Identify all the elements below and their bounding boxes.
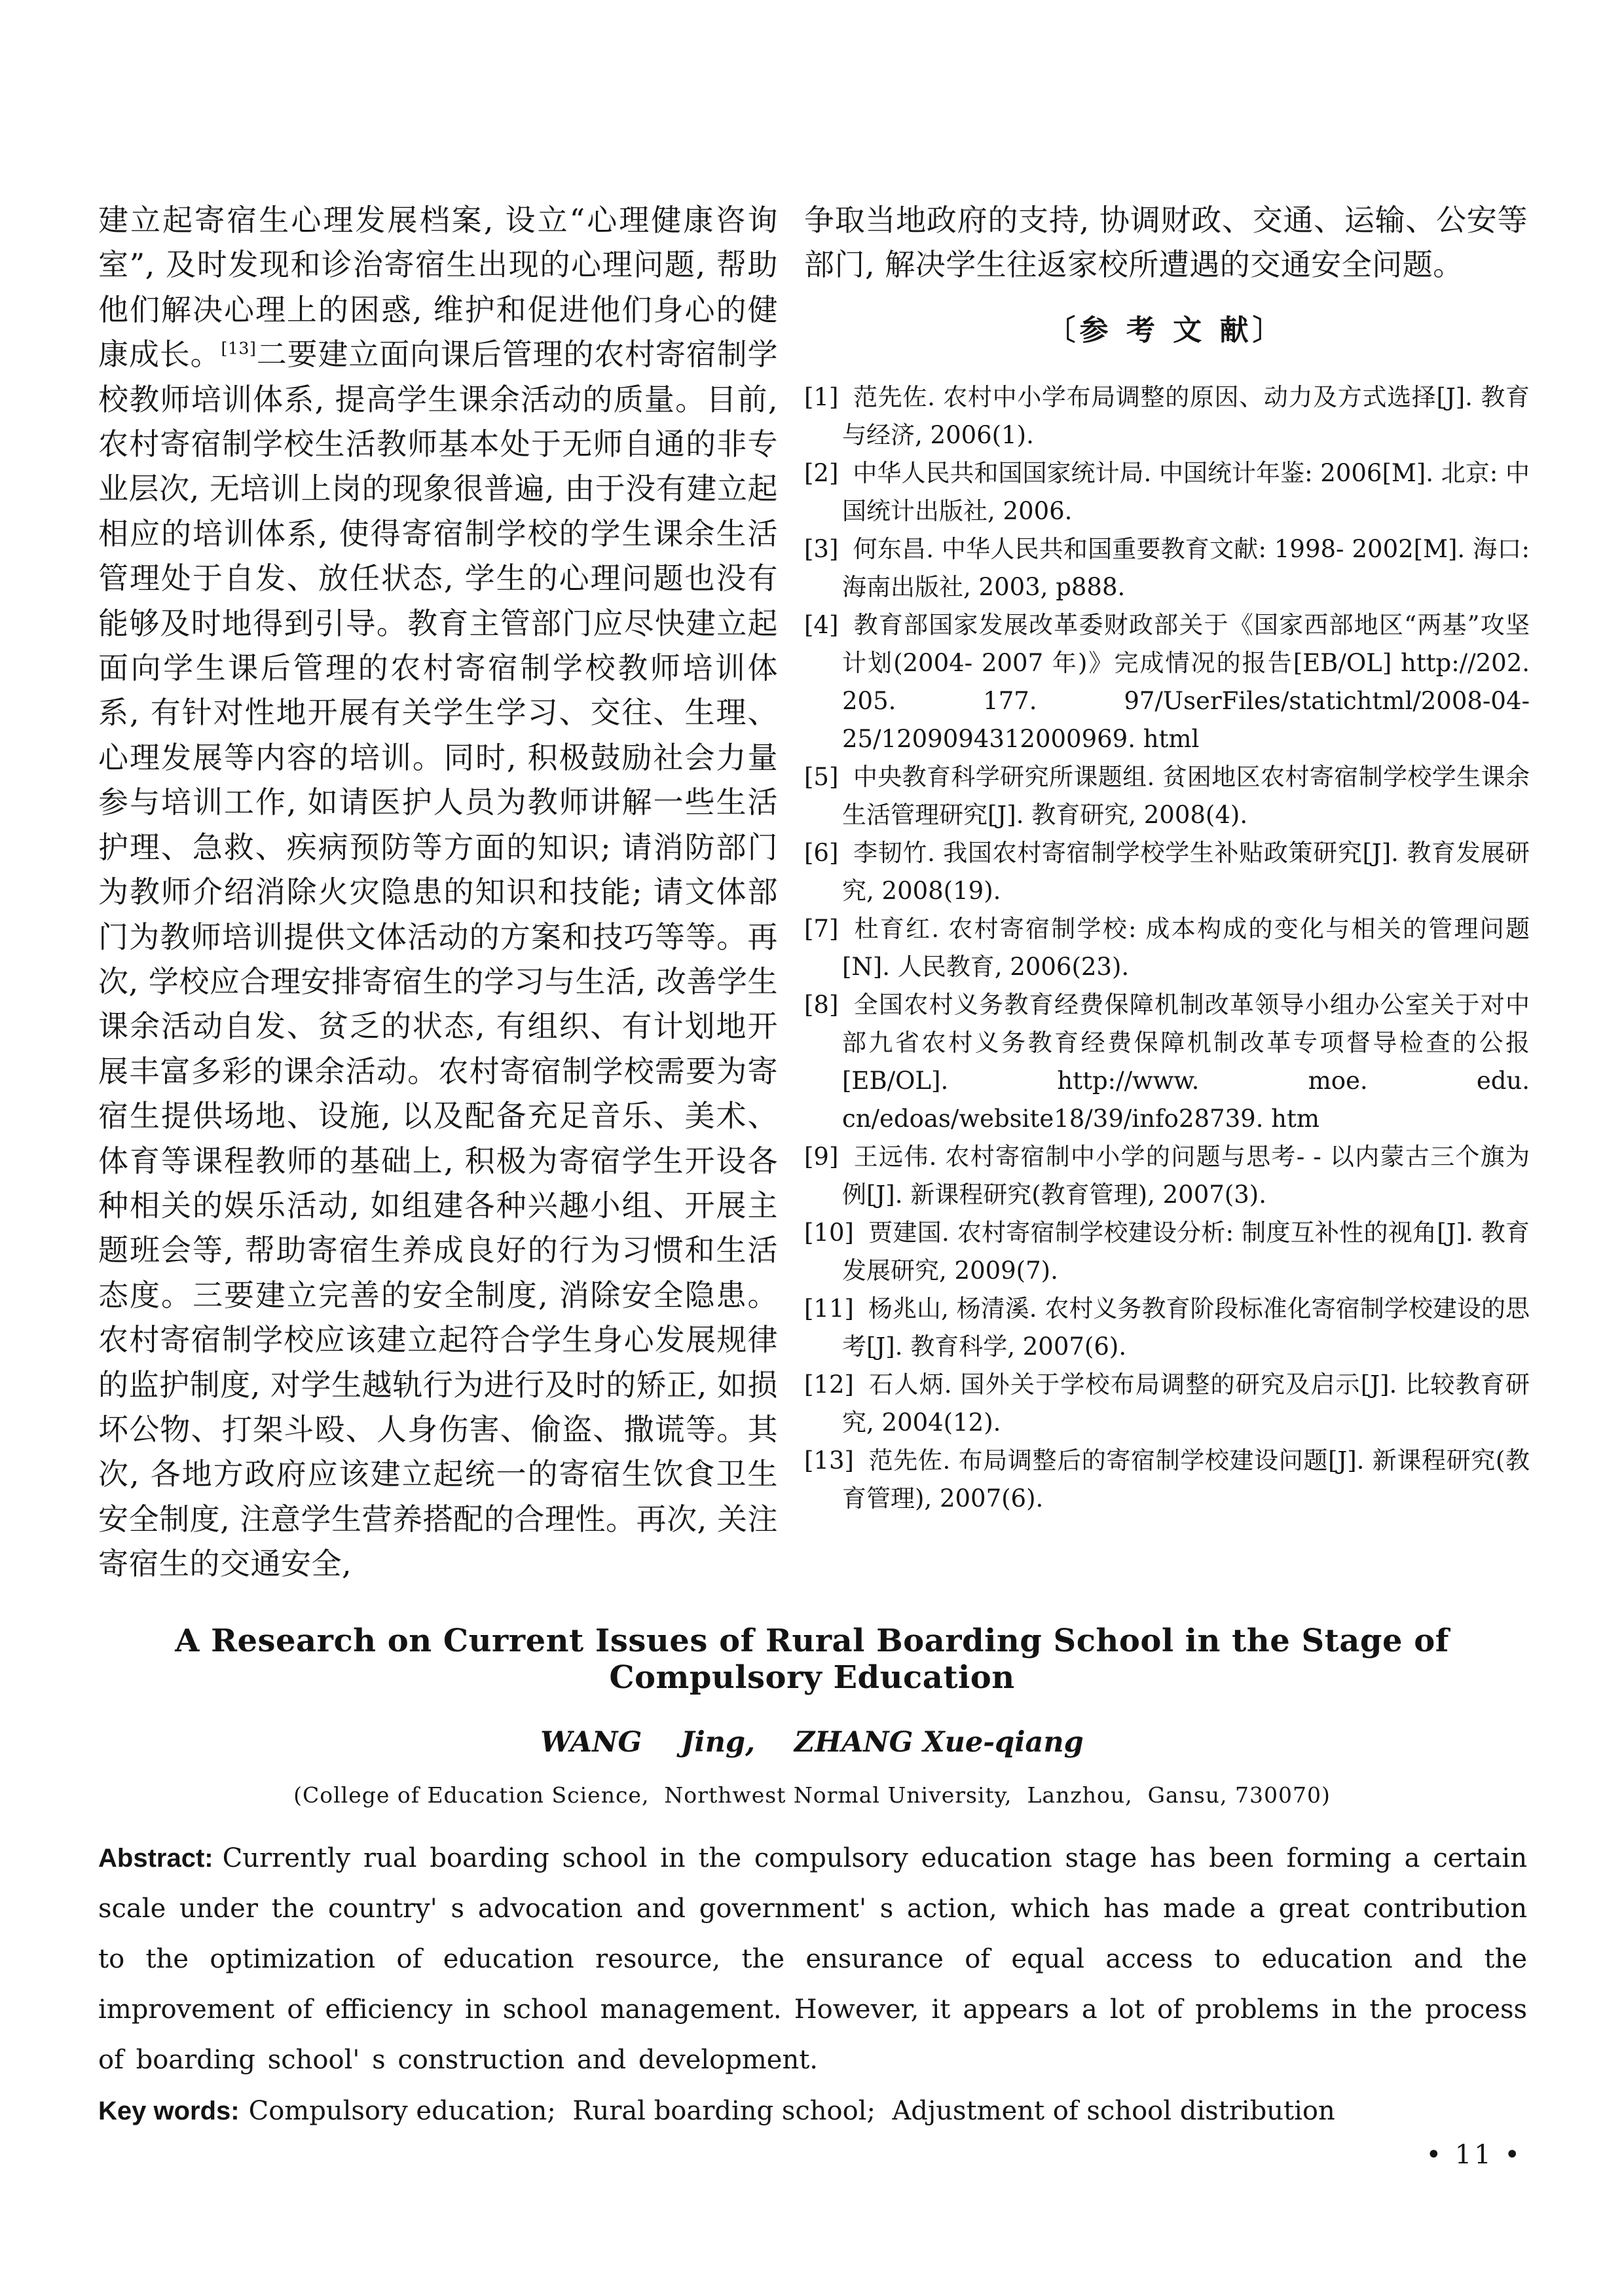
body-text-before-citation: 建立起寄宿生心理发展档案, 设立“心理健康咨询室”, 及时发现和诊治寄宿生出现的心理问题, 帮助他们解决心理上的困惑, 维护和促进他们身心的健康成长。	[98, 202, 778, 373]
reference-item	[804, 530, 1530, 606]
reference-number: [7]	[804, 915, 839, 943]
reference-number: [4]	[804, 611, 839, 639]
page-number: • 11 •	[1426, 2140, 1522, 2170]
english-title: A Research on Current Issues of Rural Boarding School in the Stage of Compulsory Education	[175, 1623, 1449, 1696]
body-closing-text: 争取当地政府的支持, 协调财政、交通、运输、公安等部门, 解决学生往返家校所遭遇的交通安全问题。	[804, 202, 1528, 283]
reference-number: [13]	[804, 1446, 854, 1475]
reference-item	[804, 758, 1530, 834]
reference-number: [8]	[804, 991, 839, 1019]
abstract-label: Abstract:	[98, 1844, 213, 1873]
reference-item	[804, 910, 1530, 986]
reference-text: 范先佐. 布局调整后的寄宿制学校建设问题[J]. 新课程研究(教育管理), 2007(6).	[842, 1446, 1530, 1513]
reference-text: 全国农村义务教育经费保障机制改革领导小组办公室关于对中部九省农村义务教育经费保障机制改革专项督导检查的公报[EB/OL]. http://www. moe. edu. cn/edoas/website18/39/info28739. htm	[842, 991, 1530, 1133]
reference-text: 中央教育科学研究所课题组. 贫困地区农村寄宿制学校学生课余生活管理研究[J]. 教育研究, 2008(4).	[842, 763, 1530, 829]
chinese-body-right-column	[804, 198, 1528, 287]
reference-text: 贾建国. 农村寄宿制学校建设分析: 制度互补性的视角[J]. 教育发展研究, 2009(7).	[842, 1219, 1530, 1285]
reference-item	[804, 1366, 1530, 1442]
reference-text: 杨兆山, 杨清溪. 农村义务教育阶段标准化寄宿制学校建设的思考[J]. 教育科学, 2007(6).	[842, 1294, 1530, 1361]
reference-item	[804, 834, 1530, 910]
body-text-after-citation: 二要建立面向课后管理的农村寄宿制学校教师培训体系, 提高学生课余活动的质量。目前, 农村寄宿制学校生活教师基本处于无师自通的非专业层次, 无培训上岗的现象很普遍, 由于没有建立起相应的培训体系, 使得寄宿制学校的学生课余生活管理处于自发、放任状态, 学生的心理问题也没有能够及时地得到引导。教育主管部门应尽快建立起面向学生课后管理的农村寄宿制学校教师培训体系, 有针对性地开展有关学生学习、交往、生理、心理发展等内容的培训。同时, 积极鼓励社会力量参与培训工作, 如请医护人员为教师讲解一些生活护理、急救、疾病预防等方面的知识; 请消防部门为教师介绍消除火灾隐患的知识和技能; 请文体部门为教师培训提供文体活动的方案和技巧等等。再次, 学校应合理安排寄宿生的学习与生活, 改善学生课余活动自发、贫乏的状态, 有组织、有计划地开展丰富多彩的课余活动。农村寄宿制学校需要为寄宿生提供场地、设施, 以及配备充足音乐、美术、体育等课程教师的基础上, 积极为寄宿学生开设各种相关的娱乐活动, 如组建各种兴趣小组、开展主题班会等, 帮助寄宿生养成良好的行为习惯和生活态度。三要建立完善的安全制度, 消除安全隐患。农村寄宿制学校应该建立起符合学生身心发展规律的监护制度, 对学生越轨行为进行及时的矫正, 如损坏公物、打架斗殴、人身伤害、偷盗、撒谎等。其次, 各地方政府应该建立起统一的寄宿生饮食卫生安全制度, 注意学生营养搭配的合理性。再次, 关注寄宿生的交通安全,	[98, 337, 779, 1582]
reference-number: [1]	[804, 383, 839, 411]
reference-item	[804, 1290, 1530, 1366]
reference-number: [11]	[804, 1294, 854, 1323]
reference-text: 中华人民共和国国家统计局. 中国统计年鉴: 2006[M]. 北京: 中国统计出版社, 2006.	[842, 459, 1530, 525]
reference-number: [12]	[804, 1370, 854, 1399]
reference-item	[804, 1138, 1530, 1214]
chinese-body-left-column	[98, 198, 778, 1587]
references-heading: 〔参 考 文 献〕	[1046, 314, 1285, 347]
citation-superscript: [13]	[221, 339, 257, 358]
reference-item	[804, 1214, 1530, 1290]
reference-number: [10]	[804, 1219, 854, 1247]
reference-item	[804, 986, 1530, 1138]
english-keywords	[98, 2086, 1527, 2137]
keywords-text: Compulsory education; Rural boarding school; Adjustment of school distribution	[248, 2096, 1335, 2126]
reference-text: 何东昌. 中华人民共和国重要教育文献: 1998- 2002[M]. 海口: 海南出版社, 2003, p888.	[842, 535, 1530, 601]
reference-number: [9]	[804, 1143, 839, 1171]
reference-item	[804, 378, 1530, 454]
reference-item	[804, 1442, 1530, 1518]
reference-text: 范先佐. 农村中小学布局调整的原因、动力及方式选择[J]. 教育与经济, 2006(1).	[842, 383, 1530, 449]
abstract-text: Currently rual boarding school in the compulsory education stage has been forming a certain scale under the country' s advocation and government' s action, which has made a great contribution to the optimization of education resource, the ensurance of equal access to education and the improvement of efficiency in school management. However, it appears a lot of problems in the process of boarding school' s construction and development.	[98, 1843, 1527, 2075]
english-affiliation: (College of Education Science, Northwest Normal University, Lanzhou, Gansu, 730070)	[293, 1782, 1331, 1808]
reference-text: 王远伟. 农村寄宿制中小学的问题与思考- - 以内蒙古三个旗为例[J]. 新课程研究(教育管理), 2007(3).	[842, 1143, 1530, 1209]
english-authors: WANG Jing, ZHANG Xue-qiang	[540, 1726, 1084, 1759]
reference-item	[804, 454, 1530, 530]
reference-number: [2]	[804, 459, 839, 487]
reference-number: [3]	[804, 535, 839, 563]
reference-text: 石人炳. 国外关于学校布局调整的研究及启示[J]. 比较教育研究, 2004(12).	[842, 1370, 1530, 1437]
reference-text: 李韧竹. 我国农村寄宿制学校学生补贴政策研究[J]. 教育发展研究, 2008(19).	[842, 839, 1530, 905]
reference-number: [5]	[804, 763, 839, 791]
keywords-label: Key words:	[98, 2097, 240, 2125]
reference-text: 杜育红. 农村寄宿制学校: 成本构成的变化与相关的管理问题[N]. 人民教育, 2006(23).	[842, 915, 1530, 981]
reference-item	[804, 606, 1530, 758]
reference-number: [6]	[804, 839, 839, 867]
reference-text: 教育部国家发展改革委财政部关于《国家西部地区“两基”攻坚计划(2004- 2007 年)》完成情况的报告[EB/OL] http://202. 205. 177. 97/UserFiles/statichtml/2008-04-25/1209094312000969. html	[842, 611, 1530, 753]
references-list	[804, 378, 1530, 1518]
english-abstract	[98, 1833, 1527, 2085]
